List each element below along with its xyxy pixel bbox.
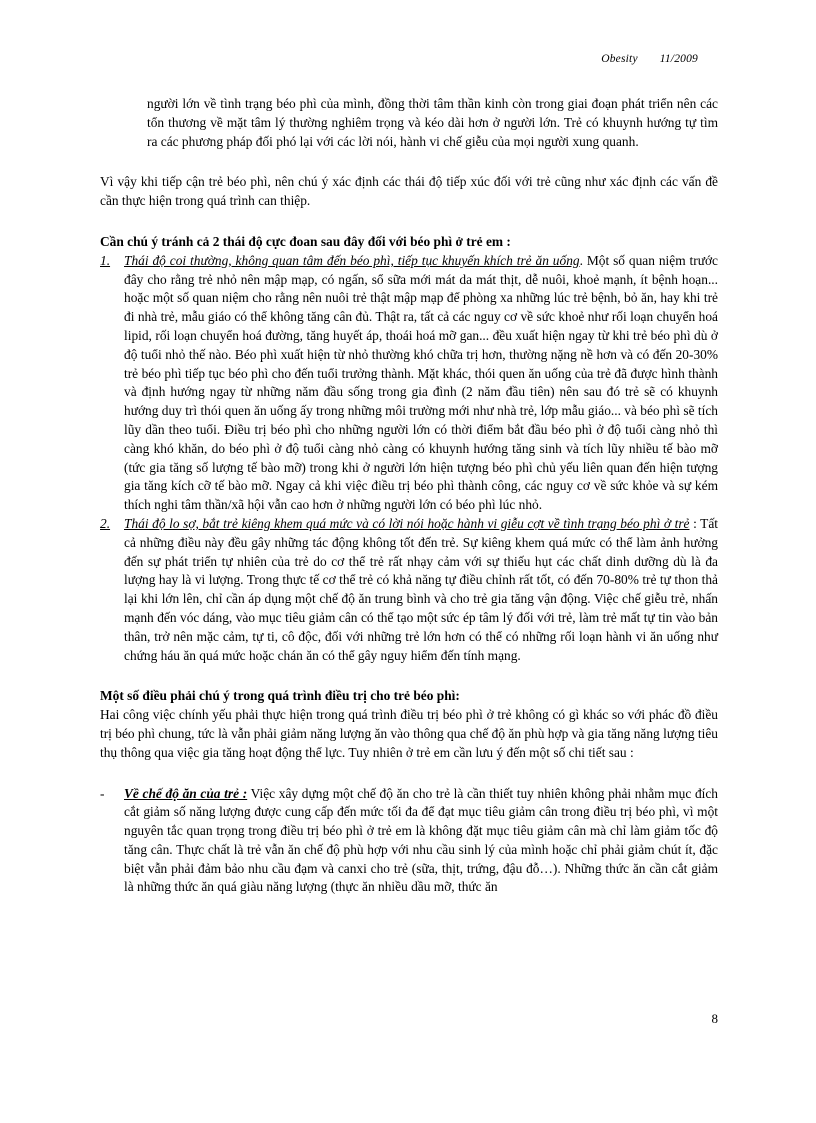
paragraph-approach: Vì vậy khi tiếp cận trẻ béo phì, nên chú ý xác định các thái độ tiếp xúc đối với trẻ cũng như xác định các vấn đề cần thực hiện trong quá trình can thiệp.: [100, 174, 718, 209]
section-heading-treatment: Một số điều phải chú ý trong quá trình điều trị cho trẻ béo phì:: [100, 688, 460, 704]
diet-bullet-title: Về chế độ ăn của trẻ :: [124, 785, 248, 801]
bullet-dash: -: [100, 785, 105, 801]
paragraph-continued: người lớn về tình trạng béo phì của mình, đồng thời tâm thần kinh còn trong giai đoạn phát triển nên các tổn thương về mặt tâm lý thường nghiêm trọng và kéo dài hơn ở người lớn. Trẻ có khuynh hướng tự tìm ra các phương pháp đối phó lại với các lời nói, hành vi chế giễu của mọi người xung quanh.: [147, 96, 718, 149]
section-heading-attitudes: Cần chú ý tránh cả 2 thái độ cực đoan sau đây đối với béo phì ở trẻ em :: [100, 233, 511, 249]
attitudes-list: [100, 252, 718, 666]
list-item-text: : Tất cả những điều này đều gây những tác động không tốt đến trẻ. Sự kiêng khem quá mức có thể làm ảnh hưởng đến sự phát triển tự nhiên của trẻ do cơ thể trẻ rất nhạy cảm với sự thiếu hụt các chất dinh dưỡng dù là đa lượng hay là vi lượng. Trong thực tế cơ thể trẻ có khả năng tự điều chỉnh rất tốt, có đến 70-80% trẻ tự thon thả lại khi lớn lên, chỉ cần áp dụng một chế độ ăn trung bình và cho trẻ gia tăng vận động. Việc chế giễu trẻ, nhấn mạnh đến vóc dáng, vào mục tiêu giảm cân có thể tạo một sức ép tâm lý đối với trẻ, làm trẻ mất tự tin vào bản thân, trở nên mặc cảm, tự ti, cô độc, đối với những trẻ lớn hơn có thể có những rối loạn hành vi ăn uống như chứng háu ăn quá mức hoặc chán ăn có thể gây nguy hiểm đến tính mạng.: [124, 515, 718, 663]
list-item-title: Thái độ lo sợ, bắt trẻ kiêng khem quá mức và có lời nói hoặc hành vi giễu cợt về tình trạng béo phì ở trẻ: [124, 515, 690, 531]
list-item-text: . Một số quan niệm trước đây cho rằng trẻ nhỏ nên mập mạp, có ngấn, sổ sữa mới mát da mát thịt, dễ nuôi, khoẻ mạnh, ít bệnh hoạn... hoặc một số quan niệm cho rằng nên nuôi trẻ thật mập mạp để phòng xa những lúc trẻ bệnh, bỏ ăn, hay khi trẻ đi nhà trẻ, mẫu giáo có thể không tăng cân đủ. Thật ra, tất cả các nguy cơ về sức khoẻ như rối loạn chuyển hoá lipid, rối loạn chuyển hoá đường, tăng huyết áp, thoái hoá mỡ gan... đều xuất hiện ngay từ khi trẻ béo phì dù ở độ tuổi nhỏ thế nào. Béo phì xuất hiện từ nhỏ thường khó chữa trị hơn, thường nặng nề hơn và có đến 20-30% trẻ béo phì tiếp tục béo phì cho đến tuổi trưởng thành. Mặt khác, thói quen ăn uống của trẻ đã được hình thành và định hướng ngay từ những năm đầu sống trong gia đình (2 năm đầu tiên) nên sau đó trẻ sẽ có khuynh hướng duy trì thói quen ăn uống ấy trong những môi trường mới như nhà trẻ, lớp mẫu giáo... và béo phì sẽ tích lũy dần theo tuổi. Điều trị béo phì cho những người lớn có thời điểm bắt đầu béo phì ở độ tuổi càng nhỏ thì càng khó khăn, do béo phì ở độ tuổi càng nhỏ càng có khuynh hướng tăng sinh và tích lũy nhiều tế bào mỡ (tức gia tăng số lượng tế bào mỡ) trong khi ở người lớn hiện tượng béo phì chủ yếu liên quan đến hiện tượng gia tăng kích cỡ tế bào mỡ. Ngay cả khi việc điều trị béo phì thành công, các nguy cơ về sức khỏe và sự kém thích nghi tâm thần/xã hội vẫn cao hơn ở những người lớn có béo phì lúc nhỏ.: [124, 252, 719, 513]
page-number: 8: [711, 1011, 718, 1026]
list-item: [100, 252, 718, 515]
body-content: [100, 95, 718, 897]
list-item-title: Thái độ coi thường, không quan tâm đến béo phì, tiếp tục khuyến khích trẻ ăn uống: [124, 252, 580, 268]
header-title: Obesity: [601, 53, 638, 65]
header-date: 11/2009: [659, 53, 698, 65]
list-item-number: 1.: [100, 252, 111, 268]
list-item: [100, 515, 718, 665]
running-header: [601, 53, 698, 65]
diet-bullet: [100, 785, 718, 898]
diet-bullet-text: Việc xây dựng một chế độ ăn cho trẻ là cần thiết tuy nhiên không phải nhằm mục đích cắt giảm số năng lượng được cung cấp đến mức tối đa để đạt mục tiêu giảm cân trong điều trị béo phì, vì một nguyên tắc quan trọng trong điều trị béo phì ở trẻ em là không đặt mục tiêu giảm cân mà chỉ làm giảm tốc độ tăng cân. Thực chất là trẻ vẫn ăn chế độ phù hợp với nhu cầu sinh lý của mình hoặc chỉ phải giảm chút ít, đặc biệt vẫn phải đảm bảo nhu cầu đạm và canxi cho trẻ (sữa, thịt, trứng, đậu đỗ…). Những thức ăn cần cắt giảm là những thức ăn quá giàu năng lượng (thực ăn nhiều dầu mỡ, thức ăn: [124, 785, 719, 895]
paragraph-treatment: Hai công việc chính yếu phải thực hiện trong quá trình điều trị béo phì ở trẻ không có gì khác so với phác đồ điều trị béo phì chung, tức là vẫn phải giảm năng lượng ăn vào thông qua chế độ ăn phù hợp và gia tăng năng lượng tiêu thụ thông qua việc gia tăng hoạt động thể lực. Tuy nhiên ở trẻ em cần lưu ý đến một số chi tiết sau :: [100, 707, 718, 760]
list-item-number: 2.: [100, 515, 111, 531]
